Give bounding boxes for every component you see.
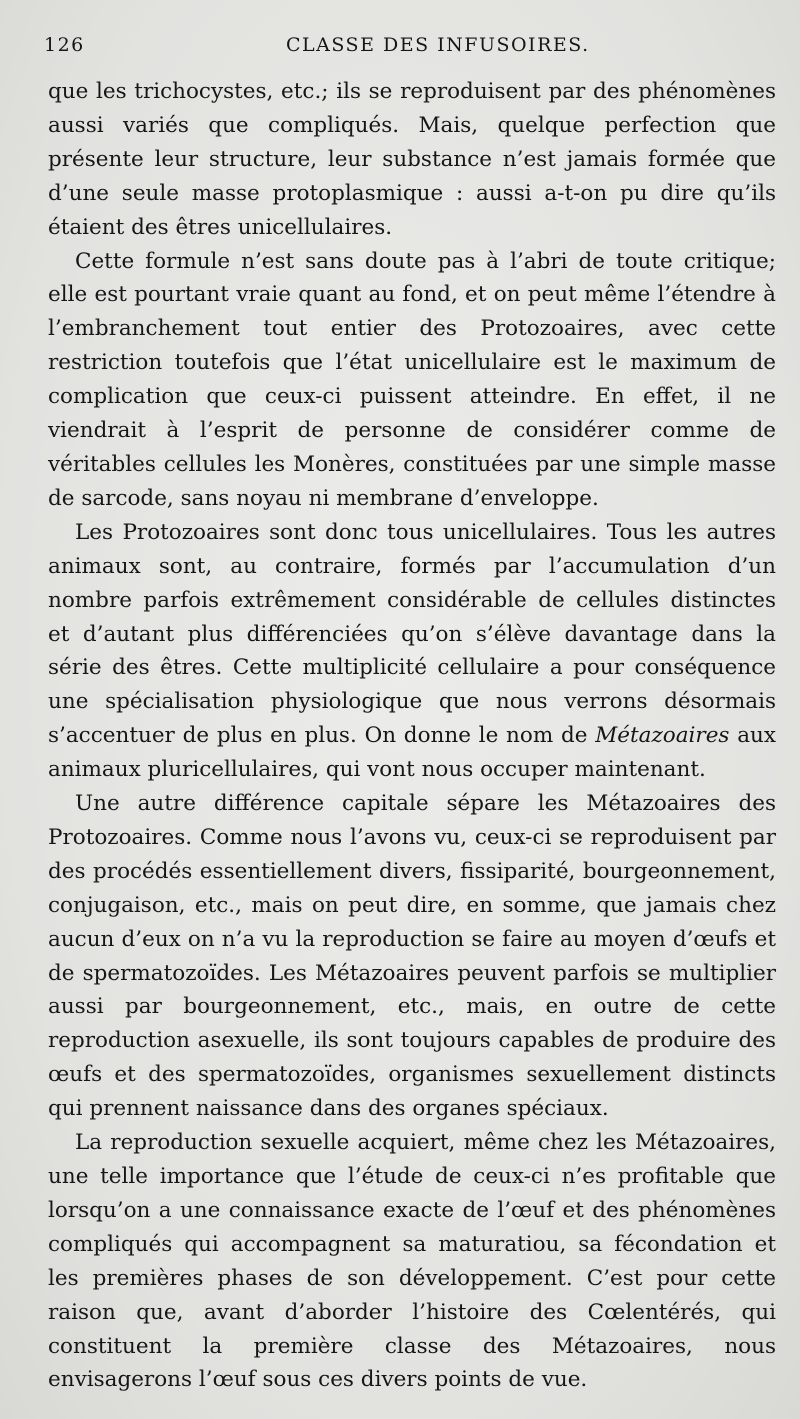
metazoaires-emphasis: Métazoaires xyxy=(595,723,730,749)
paragraph-3-text-before: Les Protozoaires sont donc tous unicellulaires. Tous les autres animaux sont, au contraire, formés par l’accumulation d’un nombre parfois extrêmement considérable de cellules distinctes et d’autant plus différenciées qu’on s’élève davantage dans la série des êtres. Cette multiplicité cellulaire a pour conséquence une spécialisation physiologique que nous verrons désormais s’accentuer de plus en plus. On donne le nom de xyxy=(48,519,776,749)
paragraph-3 xyxy=(48,516,776,787)
body-text xyxy=(48,75,776,1397)
running-head: CLASSE DES INFUSOIRES. xyxy=(286,34,590,56)
paragraph-4: Une autre différence capitale sépare les Métazoaires des Protozoaires. Comme nous l’avons vu, ceux-ci se reproduisent par des procédés essentiellement divers, fissiparité, bourgeonnement, conjugaison, etc., mais on peut dire, en somme, que jamais chez aucun d’eux on n’a vu la reproduction se faire au moyen d’œufs et de spermatozoïdes. Les Métazoaires peuvent parfois se multiplier aussi par bourgeonnement, etc., mais, en outre de cette reproduction asexuelle, ils sont toujours capables de produire des œufs et des spermatozoïdes, organismes sexuellement distincts qui prennent naissance dans des organes spéciaux. xyxy=(48,791,776,1122)
paragraph-5: La reproduction sexuelle acquiert, même chez les Métazoaires, une telle importance que l’étude de ceux-ci n’es profitable que lorsqu’on a une connaissance exacte de l’œuf et des phénomènes compliqués qui accompagnent sa maturatiou, sa fécondation et les premières phases de son développement. C’est pour cette raison que, avant d’aborder l’histoire des Cœlentérés, qui constituent la première classe des Métazoaires, nous envisagerons l’œuf sous ces divers points de vue. xyxy=(48,1130,776,1393)
page-header xyxy=(44,34,756,64)
paragraph-2: Cette formule n’est sans doute pas à l’abri de toute critique; elle est pourtant vraie quant au fond, et on peut même l’étendre à l’embranchement tout entier des Protozoaires, avec cette restriction toutefois que l’état unicellulaire est le maximum de complication que ceux-ci puissent atteindre. En effet, il ne viendrait à l’esprit de personne de considérer comme de véritables cellules les Monères, constituées par une simple masse de sarcode, sans noyau ni membrane d’enveloppe. xyxy=(48,248,776,511)
paragraph-1: que les trichocystes, etc.; ils se reproduisent par des phénomènes aussi variés que compliqués. Mais, quelque perfection que présente leur structure, leur substance n’est jamais formée que d’une seule masse protoplasmique : aussi a-t-on pu dire qu’ils étaient des êtres unicellulaires. xyxy=(48,79,776,240)
page-number: 126 xyxy=(44,34,85,56)
paragraph-3-text-after: aux animaux pluricellulaires, qui vont nous occuper maintenant. xyxy=(48,723,777,783)
